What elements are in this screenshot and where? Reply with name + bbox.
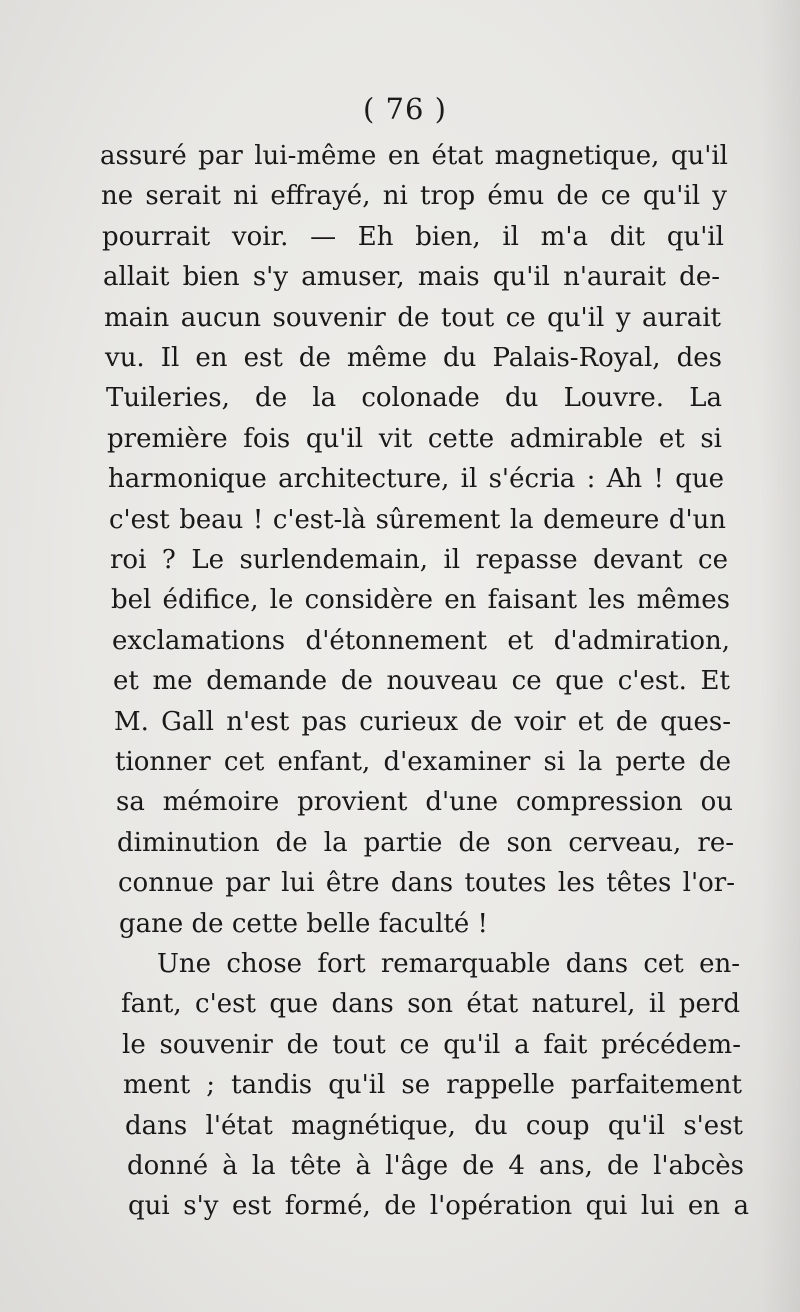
text-line: vu. Il en est de même du Palais-Royal, des [105,343,722,373]
text-line: c'est beau ! c'est-là sûrement la demeure d'un [109,505,726,535]
text-line: diminution de la partie de son cerveau, re- [117,828,734,858]
text-line: ne serait ni effrayé, ni trop ému de ce qu'il y [101,181,727,211]
text-line: allait bien s'y amuser, mais qu'il n'aurait de- [103,262,720,292]
text-line: pourrait voir. — Eh bien, il m'a dit qu'il [102,222,724,252]
text-line: Tuileries, de la colonade du Louvre. La [106,383,722,413]
text-line: donné à la tête à l'âge de 4 ans, de l'abcès [127,1151,744,1181]
text-line: assuré par lui-même en état magnetique, qu'il [100,141,728,171]
text-line: dans l'état magnétique, du coup qu'il s'est [125,1111,743,1141]
page-edge-shadow [760,0,800,1312]
text-line: harmonique architecture, il s'écria : Ah ! que [108,464,724,494]
text-line: sa mémoire provient d'une compression ou [116,787,733,817]
text-line: tionner cet enfant, d'examiner si la perte de [115,747,731,777]
page-number: ( 76 ) [363,92,447,126]
text-line: première fois qu'il vit cette admirable et si [107,424,722,454]
text-line: le souvenir de tout ce qu'il a fait précédem- [122,1030,741,1060]
text-line: connue par lui être dans toutes les têtes l'or- [118,868,735,898]
text-line: exclamations d'étonnement et d'admiration, [112,626,730,656]
text-line: gane de cette belle faculté ! [119,909,488,939]
text-line: M. Gall n'est pas curieux de voir et de ques- [114,707,731,737]
text-line: qui s'y est formé, de l'opération qui lui en a [128,1191,749,1221]
text-line: bel édifice, le considère en faisant les mêmes [111,585,730,615]
text-line: fant, c'est que dans son état naturel, il perd [121,989,740,1019]
text-line: roi ? Le surlendemain, il repasse devant ce [110,545,728,575]
text-line: ment ; tandis qu'il se rappelle parfaitement [123,1070,742,1100]
text-line: main aucun souvenir de tout ce qu'il y aurait [104,303,721,333]
text-line: et me demande de nouveau ce que c'est. Et [113,666,730,696]
text-line: Une chose fort remarquable dans cet en- [157,949,740,979]
